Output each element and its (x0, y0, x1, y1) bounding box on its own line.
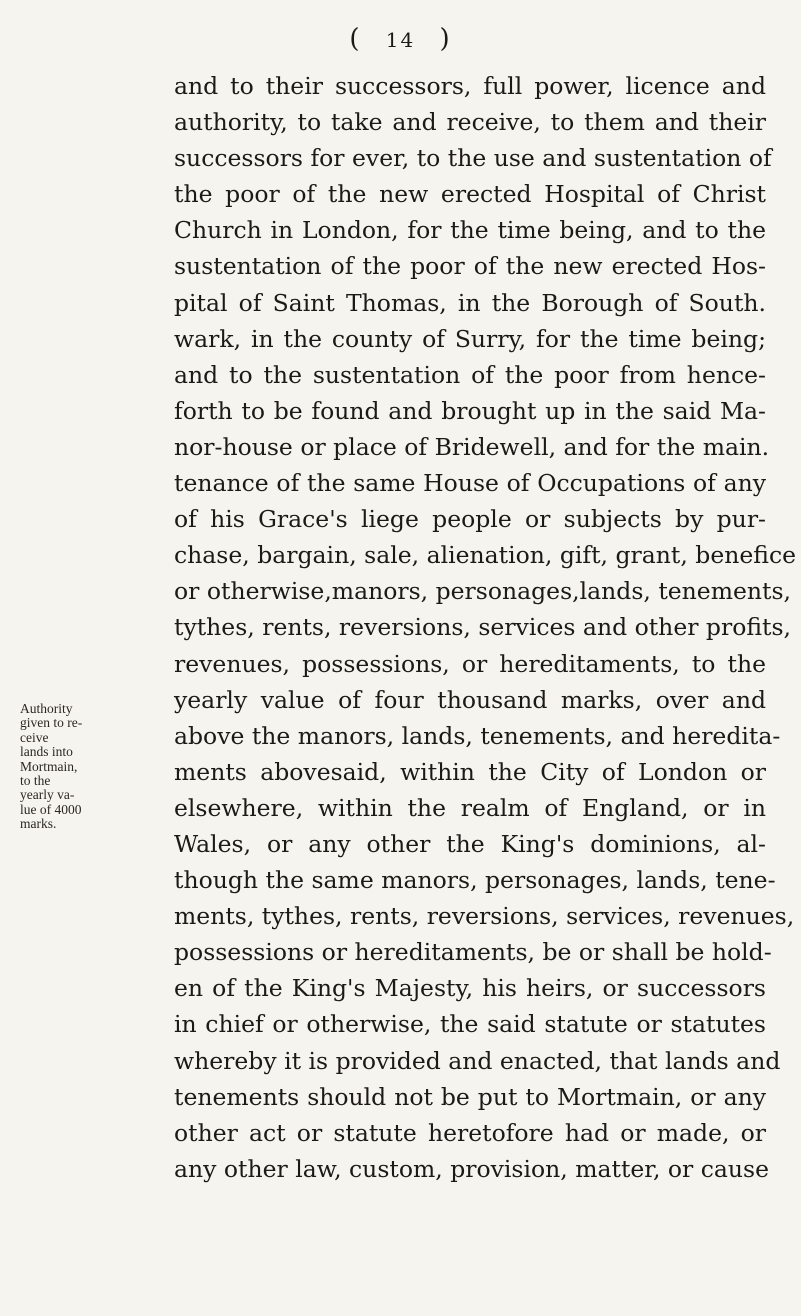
margin-note-line: lue of 4000 (20, 801, 82, 817)
margin-note (20, 702, 150, 832)
text-line: Wales, or any other the King's dominions, al- (174, 829, 766, 858)
text-line: whereby it is provided and enacted, that lands and (174, 1046, 781, 1075)
text-line: the poor of the new erected Hospital of Christ (174, 180, 766, 209)
page-number-value: 14 (385, 28, 416, 52)
text-line: possessions or hereditaments, be or shall be hold- (174, 938, 772, 967)
text-line: elsewhere, within the realm of England, or in (174, 793, 766, 822)
margin-note-line: ceive (20, 729, 49, 745)
margin-note-line: given to re- (20, 715, 83, 731)
text-line: sustentation of the poor of the new erected Hos- (174, 252, 766, 281)
text-line: pital of Saint Thomas, in the Borough of South. (174, 288, 766, 317)
margin-note-line: lands into (20, 744, 73, 760)
text-line: though the same manors, personages, lands, tene- (174, 866, 776, 895)
text-line: chase, bargain, sale, alienation, gift, grant, benefice (174, 541, 797, 570)
text-line: tythes, rents, reversions, services and other profits, (174, 613, 792, 642)
margin-note-line: yearly va- (20, 787, 75, 803)
page-number (0, 24, 801, 54)
text-line: any other law, custom, provision, matter, or cause (174, 1154, 770, 1183)
text-line: en of the King's Majesty, his heirs, or successors (174, 974, 766, 1003)
text-line: and to the sustentation of the poor from hence- (174, 360, 766, 389)
text-line: and to their successors, full power, licence and (174, 72, 766, 100)
text-line: revenues, possessions, or hereditaments, to the (174, 649, 766, 678)
margin-note-line: Mortmain, (20, 758, 78, 774)
text-line: tenance of the same House of Occupations of any (174, 469, 766, 498)
text-line: successors for ever, to the use and sustentation of (174, 144, 772, 173)
text-line: above the manors, lands, tenements, and heredita- (174, 721, 781, 750)
text-line: in chief or otherwise, the said statute or statutes (174, 1010, 766, 1039)
margin-note-line: Authority (20, 701, 73, 716)
body-text (174, 68, 797, 1187)
text-line: of his Grace's liege people or subjects by pur- (174, 505, 766, 534)
text-line: nor-house or place of Bridewell, and for the main. (174, 432, 770, 461)
text-line: other act or statute heretofore had or made, or (174, 1118, 766, 1147)
page-number-open-paren: ( (349, 24, 362, 54)
margin-note-line: to the (20, 773, 51, 789)
text-line: tenements should not be put to Mortmain, or any (174, 1082, 766, 1111)
text-line: wark, in the county of Surry, for the time being; (174, 324, 766, 353)
text-line: authority, to take and receive, to them and their (174, 108, 766, 137)
text-line: yearly value of four thousand marks, over and (174, 685, 766, 714)
text-line: Church in London, for the time being, and to the (174, 216, 766, 245)
text-line: forth to be found and brought up in the said Ma- (174, 396, 766, 425)
page-number-close-paren: ) (439, 24, 452, 54)
text-line: or otherwise,manors, personages,lands, tenements, (174, 577, 792, 606)
margin-note-line: marks. (20, 816, 57, 832)
text-line: ments abovesaid, within the City of London or (174, 757, 766, 786)
text-line: ments, tythes, rents, reversions, services, revenues, (174, 902, 795, 931)
